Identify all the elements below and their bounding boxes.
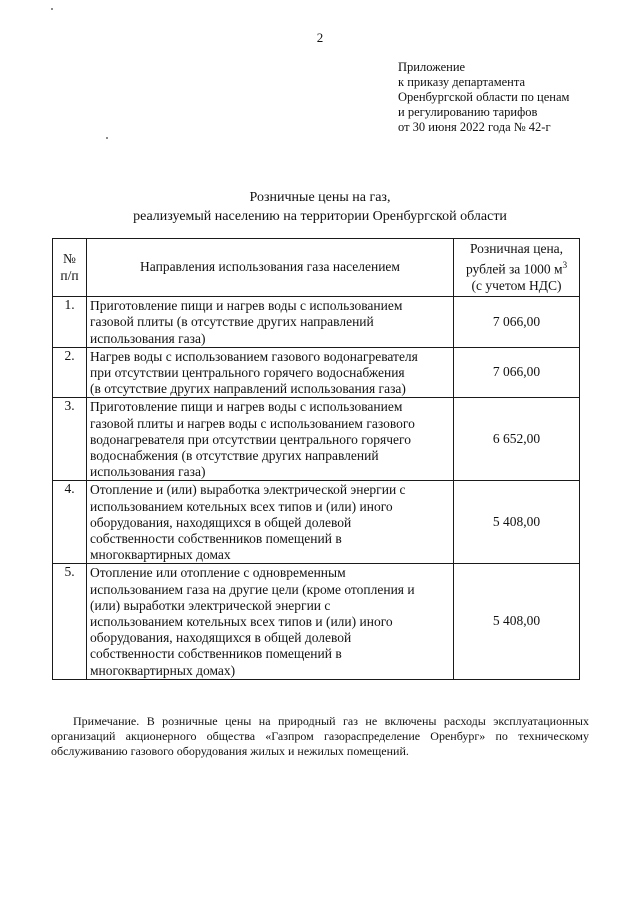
row-direction-line: использованием газа на другие цели (кроме отопления и <box>90 581 415 597</box>
row-direction <box>87 347 454 398</box>
row-direction <box>87 297 454 348</box>
appendix-line: от 30 июня 2022 года № 42-г <box>398 120 551 134</box>
row-price: 5 408,00 <box>454 481 580 564</box>
row-direction <box>87 398 454 481</box>
row-direction-line: многоквартирных домах <box>90 547 231 563</box>
row-number: 2. <box>53 347 87 398</box>
row-direction-line: Отопление или отопление с одновременным <box>90 565 346 581</box>
table-row <box>53 481 580 564</box>
appendix-line: Оренбургской области по ценам <box>398 90 570 104</box>
header-price-line-2 <box>456 257 577 278</box>
title-line-2: реализуемый населению на территории Оренбургской области <box>133 209 507 224</box>
header-price-line-1: Розничная цена, <box>469 241 564 256</box>
scan-speck <box>106 137 108 139</box>
row-direction-line: Приготовление пищи и нагрев воды с использованием <box>90 298 403 314</box>
row-direction-line: использованием котельных всех типов и (или) иного <box>90 613 393 629</box>
row-number: 1. <box>53 297 87 348</box>
row-number: 5. <box>53 564 87 679</box>
row-direction <box>87 564 454 679</box>
header-price-unit: рублей за 1000 м <box>465 261 563 277</box>
row-direction-line: при отсутствии центрального горячего водоснабжения <box>90 364 405 380</box>
title-line-1: Розничные цены на газ, <box>249 190 391 205</box>
row-direction-line: водонагревателя при отсутствии центрального горячего <box>90 431 411 447</box>
footnote: Примечание. В розничные цены на природный газ не включены расходы эксплуатационных организаций акционерного общества «Газпром газораспределение Оренбург» по техническому обслуживанию газового оборудования жилых и нежилых помещений. <box>51 714 589 758</box>
table-row <box>53 564 580 679</box>
row-number: 3. <box>53 398 87 481</box>
page-number: 2 <box>316 30 324 45</box>
header-price-unit-superscript: 3 <box>562 260 568 271</box>
row-direction-line: оборудования, находящихся в общей долевой <box>90 630 352 646</box>
row-direction-line: собственности собственников помещений в <box>90 530 342 546</box>
table-row <box>53 398 580 481</box>
row-price: 7 066,00 <box>454 347 580 398</box>
row-direction-line: (в отсутствие других направлений использования газа) <box>90 381 406 397</box>
row-direction-line: (или) выработки электрической энергии с <box>90 597 331 613</box>
header-number-line-1: № <box>63 251 76 267</box>
table-row <box>53 297 580 348</box>
row-direction-line: Нагрев воды с использованием газового водонагревателя <box>90 348 418 364</box>
row-price: 5 408,00 <box>454 564 580 679</box>
row-price: 6 652,00 <box>454 398 580 481</box>
row-direction-line: Приготовление пищи и нагрев воды с использованием <box>90 399 403 415</box>
row-direction-line: Отопление и (или) выработка электрической энергии с <box>90 482 406 498</box>
prices-table <box>52 238 580 680</box>
scan-speck <box>51 8 53 10</box>
header-number <box>53 239 87 297</box>
document-title <box>0 188 640 226</box>
row-direction-line: оборудования, находящихся в общей долевой <box>90 514 352 530</box>
table-header-row <box>53 239 580 297</box>
appendix-line: Приложение <box>398 60 466 74</box>
header-price <box>454 239 580 297</box>
row-direction-line: использования газа) <box>90 464 206 480</box>
row-direction-line: водоснабжения (в отсутствие других направлений <box>90 447 379 463</box>
header-direction: Направления использования газа населением <box>87 239 454 297</box>
appendix-line: и регулированию тарифов <box>398 105 538 119</box>
table-row <box>53 347 580 398</box>
header-price-line-3: (с учетом НДС) <box>471 277 562 293</box>
header-number-line-2: п/п <box>60 267 79 283</box>
row-number: 4. <box>53 481 87 564</box>
row-direction-line: использованием котельных всех типов и (или) иного <box>90 498 393 514</box>
row-direction-line: газовой плиты (в отсутствие других направлений <box>90 314 374 330</box>
row-direction-line: многоквартирных домах) <box>90 662 236 678</box>
row-direction-line: использования газа) <box>90 330 206 346</box>
appendix-block <box>398 60 628 135</box>
appendix-line: к приказу департамента <box>398 75 526 89</box>
row-direction-line: собственности собственников помещений в <box>90 646 342 662</box>
row-direction-line: газовой плиты и нагрев воды с использованием газового <box>90 415 415 431</box>
row-direction <box>87 481 454 564</box>
row-price: 7 066,00 <box>454 297 580 348</box>
